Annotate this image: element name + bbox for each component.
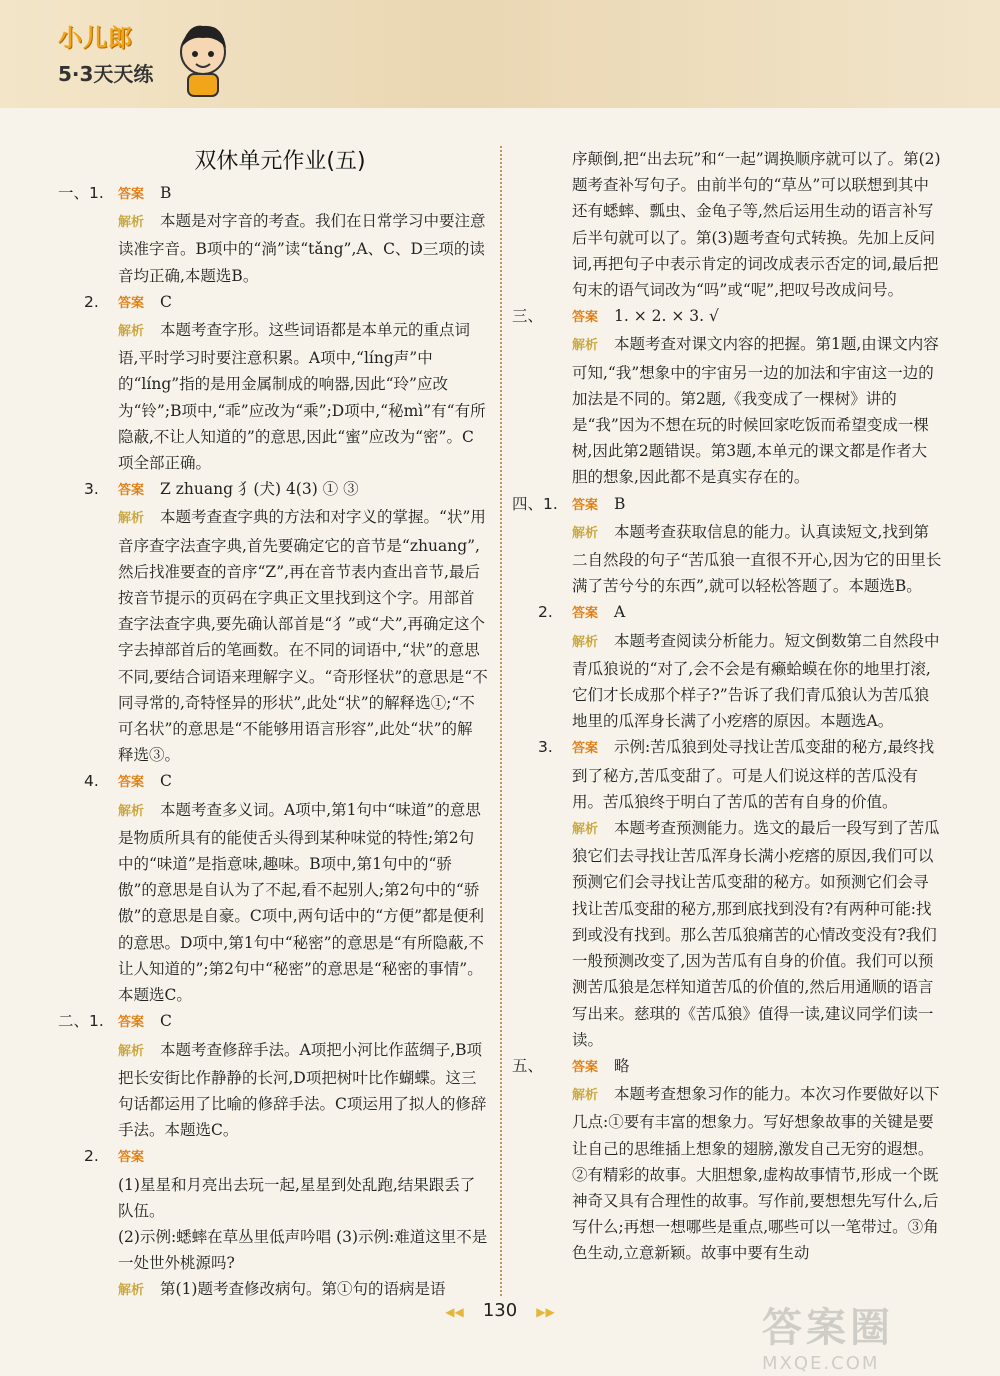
analysis-tag: 解析 <box>572 338 599 354</box>
answer-text: C <box>160 1012 172 1031</box>
right-column <box>512 146 942 1267</box>
answer-row <box>512 491 942 519</box>
question-number: 五、 <box>512 1056 544 1075</box>
answer-row <box>512 734 942 815</box>
analysis-tag: 解析 <box>118 1283 145 1299</box>
analysis-row <box>512 1081 942 1266</box>
answer-text: A <box>614 603 626 622</box>
answer-detail-text: (2)示例:蟋蟀在草丛里低声吟唱 (3)示例:难道这里不是一处世外桃源吗? <box>118 1227 488 1273</box>
analysis-row <box>512 815 942 1053</box>
page-title: 双休单元作业(五) <box>194 149 366 174</box>
analysis-text: 本题考查获取信息的能力。认真读短文,找到第二自然段的句子“苦瓜狼一直很不开心,因为它的田里长满了苦兮兮的东西”,就可以轻松答题了。本题选B。 <box>572 522 942 596</box>
answer-badge: 答案 <box>572 310 599 326</box>
analysis-row <box>58 797 488 1009</box>
analysis-text: 第(1)题考查修改病句。第①句的语病是语 <box>160 1280 446 1299</box>
answer-badge: 答案 <box>572 1059 599 1075</box>
answer-badge: 答案 <box>118 775 145 791</box>
mascot-icon <box>168 18 238 98</box>
page-number: 130 <box>482 1300 518 1321</box>
answer-badge: 答案 <box>118 483 145 499</box>
analysis-text: 本题考查字形。这些词语都是本单元的重点词语,平时学习时要注意积累。A项中,“líng声”中的“líng”指的是用金属制成的响器,因此“玲”应改为“铃”;B项中,“乖”应改为“乘”;D项中,“秘mì”有“有所隐蔽,不让人知道的”的意思,因此“蜜”应改为“密”。C项全部正确。 <box>118 321 486 473</box>
next-arrows-icon: ▶▶ <box>536 1305 555 1319</box>
answer-row <box>58 768 488 796</box>
answer-text: C <box>160 772 172 791</box>
answer-badge: 答案 <box>118 1015 145 1031</box>
analysis-text: 本题考查修辞手法。A项把小河比作蓝绸子,B项把长安街比作静静的长河,D项把树叶比作蝴蝶。这三句话都运用了比喻的修辞手法。C项运用了拟人的修辞手法。本题选C。 <box>118 1040 487 1140</box>
analysis-text: 本题是对字音的考查。我们在日常学习中要注意读准字音。B项中的“淌”读“tǎng”,A、C、D三项的读音均正确,本题选B。 <box>118 212 486 285</box>
answer-text: Z zhuang 犭(犬) 4(3) ① ③ <box>160 480 359 499</box>
answer-row <box>58 180 488 208</box>
question-number: 一、1. <box>58 184 104 202</box>
prev-arrows-icon: ◀◀ <box>445 1305 464 1319</box>
answer-badge: 答案 <box>118 295 145 311</box>
question-number: 3. <box>538 738 553 757</box>
answer-row <box>58 476 488 504</box>
analysis-text: 本题考查阅读分析能力。短文倒数第二自然段中青瓜狼说的“对了,会不会是有癞蛤蟆在你的地里打滚,它们才长成那个样子?”告诉了我们青瓜狼认为苦瓜狼地里的瓜浑身长满了小疙瘩的原因。本题选A。 <box>572 631 940 731</box>
analysis-text: 本题考查想象习作的能力。本次习作要做好以下几点:①要有丰富的想象力。写好想象故事的关键是要让自己的思维插上想象的翅膀,激发自己无穷的遐想。②有精彩的故事。大胆想象,虚构故事情节,形成一个既神奇又具有合理性的故事。写作前,要想想先写什么,后写什么;再想一想哪些是重点,哪些可以一笔带过。③角色生动,立意新颖。故事中要有生动 <box>572 1085 940 1263</box>
analysis-text: 本题考查查字典的方法和对字义的掌握。“状”用音序查字法查字典,首先要确定它的音节是“zhuang”,然后找准要查的音序“Z”,再在音节表内查出音节,最后按音节提示的页码在字典正文里找到这个字。用部首查字法查字典,要先确认部首是“犭”或“犬”,再确定这个字去掉部首后的笔画数。在不同的词语中,“状”的意思不同,要结合词语来理解字义。“奇形怪状”的意思是“不同寻常的,奇特怪异的形状”,此处“状”的解释选①;“不可名状”的意思是“不能够用语言形容”,此处“状”的解释选③。 <box>118 508 488 765</box>
answer-row <box>58 1143 488 1171</box>
answer-text: 略 <box>614 1056 630 1075</box>
analysis-continued <box>512 146 942 303</box>
question-number: 2. <box>538 603 553 622</box>
analysis-row <box>58 504 488 768</box>
analysis-tag: 解析 <box>118 803 145 819</box>
analysis-text: 本题考查预测能力。选文的最后一段写到了苦瓜狼它们去寻找让苦瓜浑身长满小疙瘩的原因,我们可以预测它们会寻找让苦瓜变甜的秘方。如预测它们会寻找让苦瓜变甜的秘方,那到底找到没有?有两种可能:找到或没有找到。那么苦瓜狼痛苦的心情改变没有?我们一般预测改变了,因为苦瓜有自身的价值。我们可以预测苦瓜狼是怎样知道苦瓜的价值的,然后用通顺的语言写出来。慈琪的《苦瓜狼》值得一读,建议同学们读一读。 <box>572 819 940 1049</box>
analysis-text: 本题考查对课文内容的把握。第1题,由课文内容可知,“我”想象中的宇宙另一边的加法和宇宙这一边的加法是不同的。第2题,《我变成了一棵树》讲的是“我”因为不想在玩的时候回家吃饭而希望变成一棵树,因此第2题错误。第3题,本单元的课文都是作者大胆的想象,因此都不是真实存在的。 <box>572 335 939 487</box>
question-number: 4. <box>84 772 99 791</box>
analysis-row <box>512 519 942 600</box>
analysis-row <box>58 317 488 476</box>
analysis-row <box>512 331 942 490</box>
series-name: 5·3天天练 <box>58 62 154 86</box>
analysis-tag: 解析 <box>118 324 145 340</box>
watermark <box>762 1296 982 1374</box>
analysis-tag: 解析 <box>572 525 599 541</box>
analysis-tag: 解析 <box>572 822 599 838</box>
question-number: 2. <box>84 1147 99 1166</box>
analysis-tag: 解析 <box>118 511 145 527</box>
question-number: 四、1. <box>512 494 558 513</box>
watermark-url: MXQE.COM <box>762 1353 880 1374</box>
answer-detail-text: (1)星星和月亮出去玩一起,星星到处乱跑,结果跟丢了队伍。 <box>118 1175 476 1220</box>
question-number: 2. <box>84 292 99 311</box>
answer-detail <box>58 1224 488 1276</box>
left-column <box>58 180 488 1305</box>
answer-badge: 答案 <box>118 187 145 202</box>
answer-badge: 答案 <box>572 741 599 757</box>
analysis-tag: 解析 <box>118 1043 145 1059</box>
answer-detail <box>58 1172 488 1224</box>
answer-badge: 答案 <box>118 1150 145 1166</box>
page-header <box>0 0 1000 108</box>
analysis-tag: 解析 <box>572 1088 599 1104</box>
column-divider <box>500 146 502 1296</box>
question-number: 三、 <box>512 307 544 326</box>
brand-name: 小儿郎 <box>58 24 133 52</box>
analysis-row <box>58 1037 488 1144</box>
analysis-tag: 解析 <box>572 634 599 650</box>
answer-badge: 答案 <box>572 606 599 622</box>
analysis-text: 序颠倒,把“出去玩”和“一起”调换顺序就可以了。第(2)题考查补写句子。由前半句的“草丛”可以联想到其中还有蟋蟀、瓢虫、金龟子等,然后运用生动的语言补写后半句就可以了。第(3)题考查句式转换。先加上反问词,再把句子中表示肯定的词改成表示否定的词,最后把句末的语气词改为“吗”或“呢”,把叹号改成问号。 <box>572 150 941 300</box>
answer-text: B <box>160 184 172 202</box>
analysis-row <box>58 208 488 289</box>
answer-row <box>58 1008 488 1036</box>
answer-text: 1. × 2. × 3. √ <box>614 307 719 326</box>
answer-row <box>512 599 942 627</box>
answer-badge: 答案 <box>572 497 599 513</box>
analysis-row <box>512 628 942 735</box>
answer-text: B <box>614 494 626 513</box>
answer-row <box>512 303 942 331</box>
question-number: 二、1. <box>58 1012 104 1031</box>
answer-text: C <box>160 292 172 311</box>
analysis-text: 本题考查多义词。A项中,第1句中“味道”的意思是物质所具有的能使舌头得到某种味觉的特性;第2句中的“味道”是指意味,趣味。B项中,第1句中的“骄傲”的意思是自认为了不起,看不起别人;第2句中的“骄傲”的意思是自豪。C项中,两句话中的“方便”都是便利的意思。D项中,第1句中“秘密”的意思是“有所隐蔽,不让人知道的”;第2句中“秘密”的意思是“秘密的事情”。本题选C。 <box>118 800 485 1005</box>
answer-row <box>512 1053 942 1081</box>
answer-text: 示例:苦瓜狼到处寻找让苦瓜变甜的秘方,最终找到了秘方,苦瓜变甜了。可是人们说这样的苦瓜没有用。苦瓜狼终于明白了苦瓜的苦有自身的价值。 <box>572 738 935 811</box>
watermark-title: 答案圈 <box>762 1305 894 1351</box>
question-number: 3. <box>84 480 99 499</box>
brand-logo <box>58 18 238 98</box>
answer-row <box>58 289 488 317</box>
analysis-tag: 解析 <box>118 215 145 231</box>
